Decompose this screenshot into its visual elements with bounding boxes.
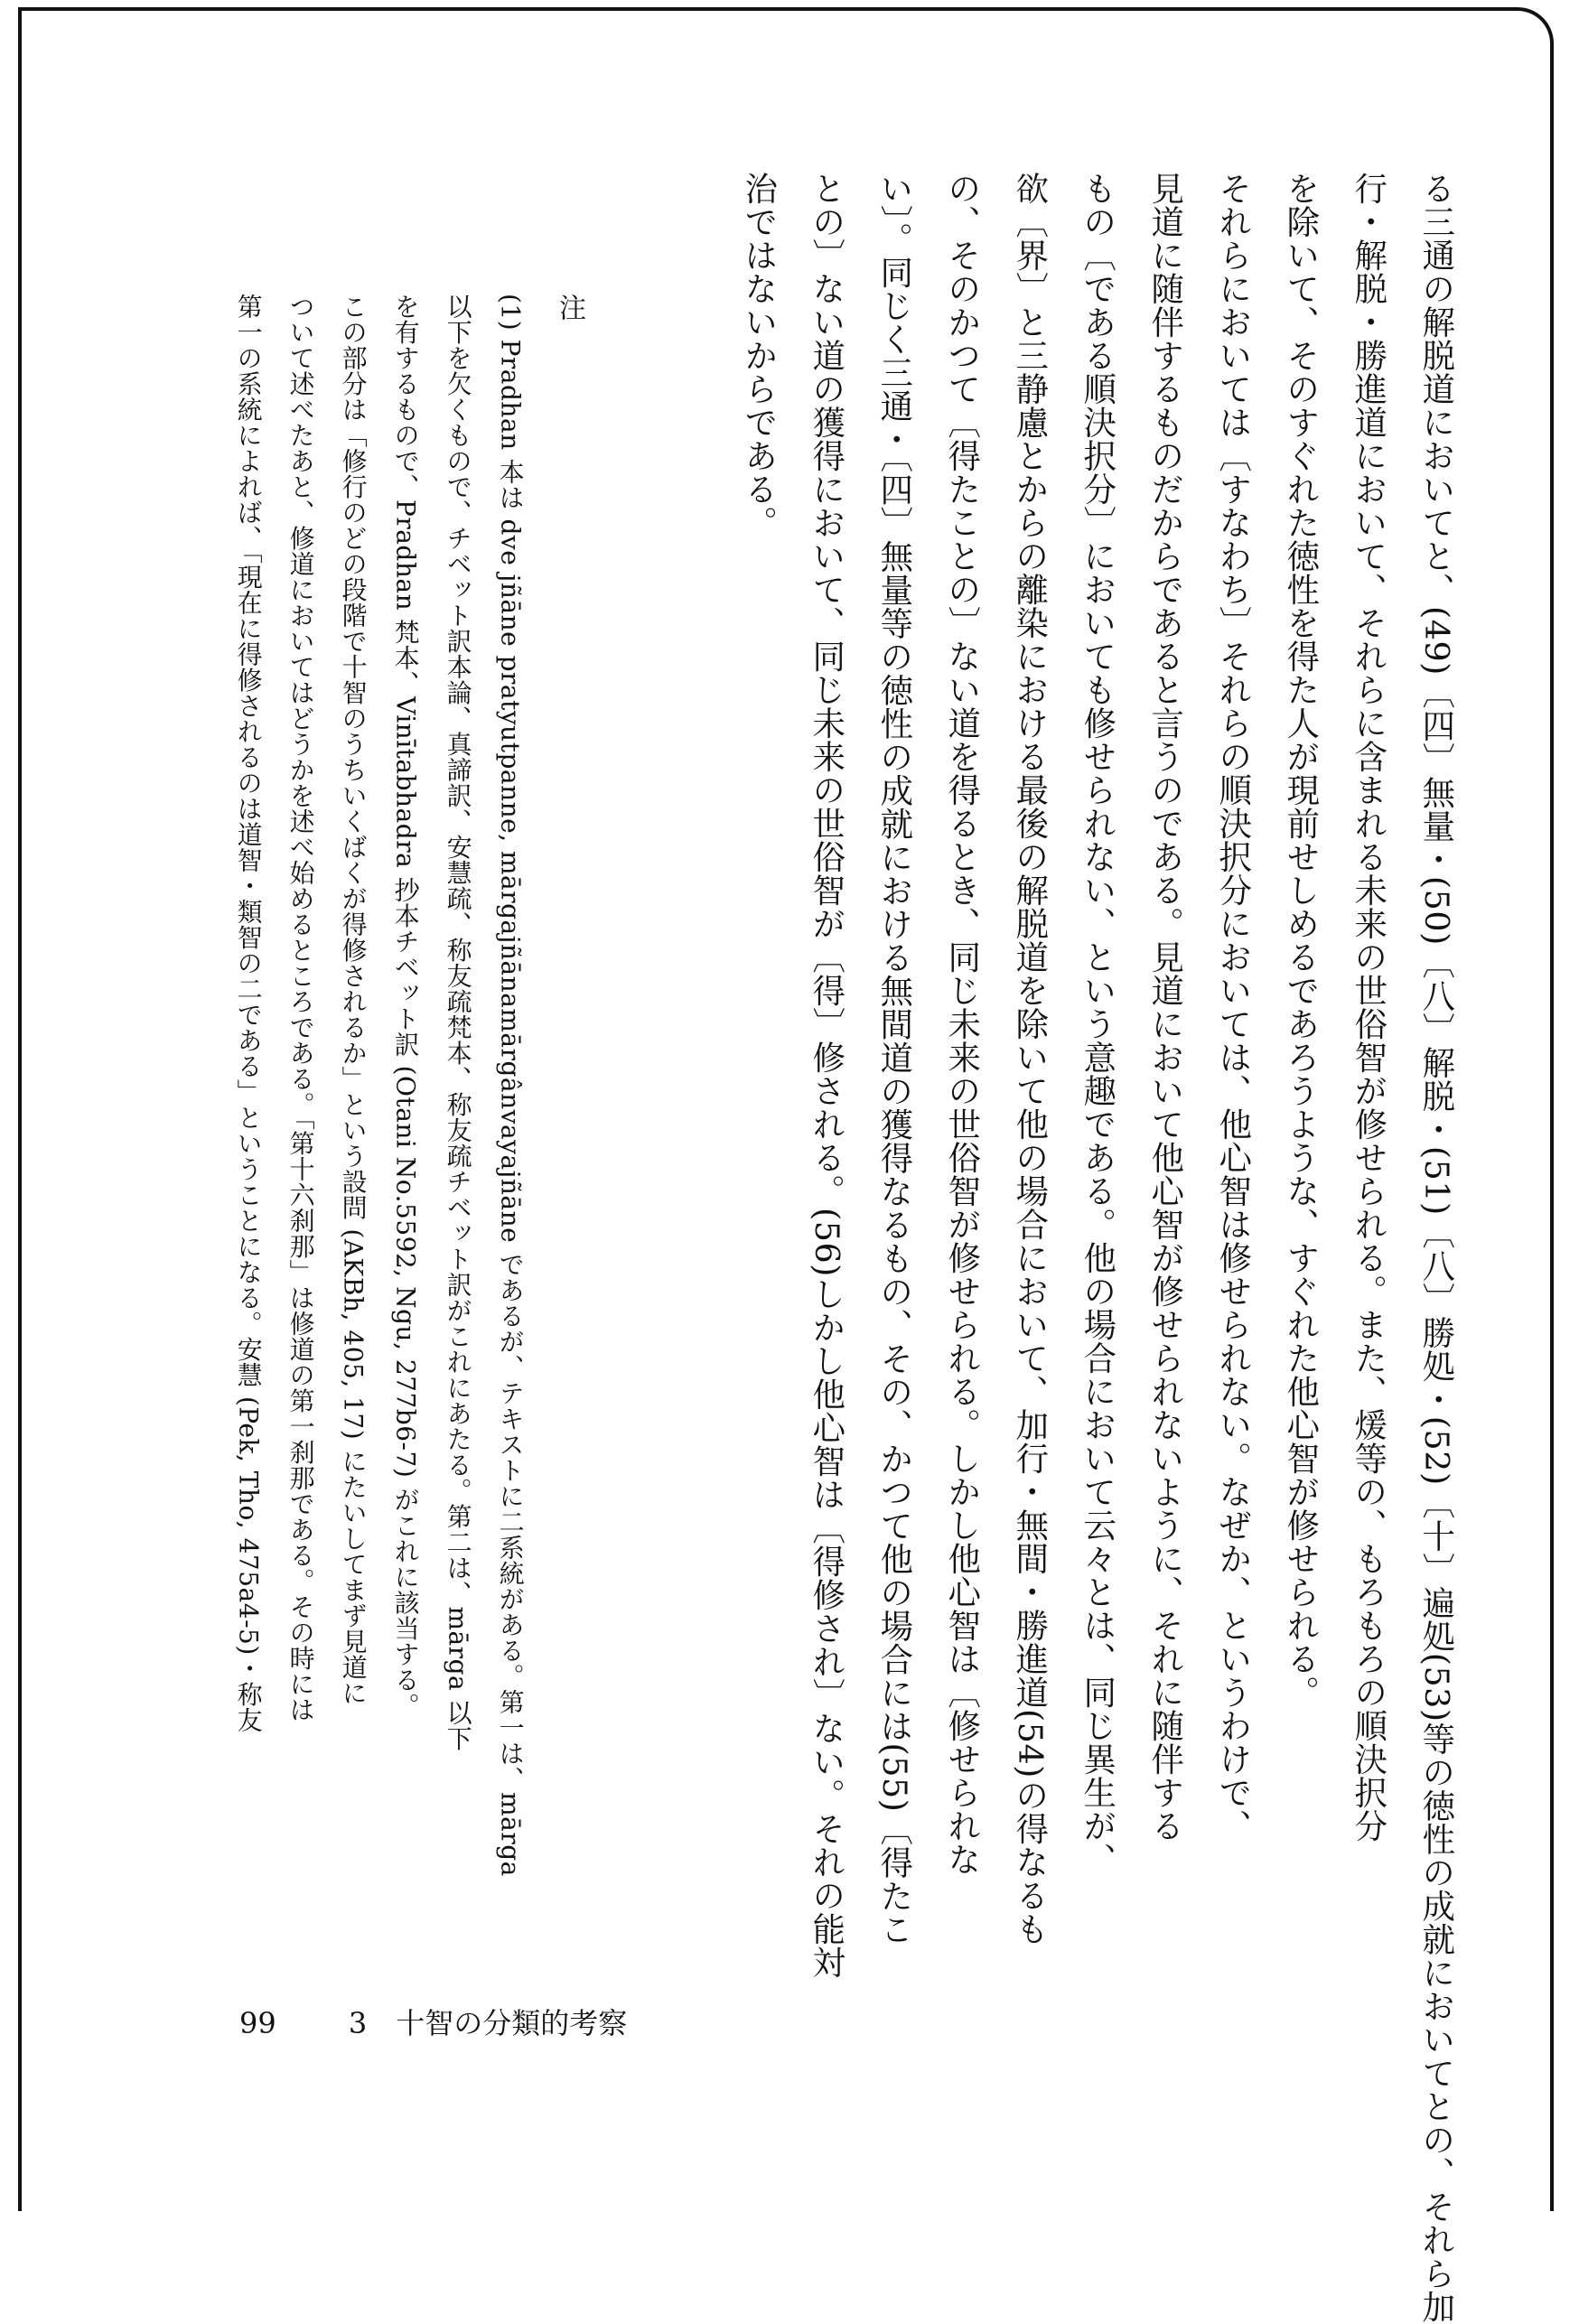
body-line-6: もの〔である順決択分〕においても修せられない、という意趣である。他の場合において云々とは、同じ異生が、 bbox=[1078, 172, 1117, 1876]
body-line-9: い〕。同じく三通・〔四〕無量等の徳性の成就における無間道の獲得なるもの、その、かつて他の場合には(55)〔得たこ bbox=[874, 172, 914, 1946]
body-line-10: との〕ない道の獲得において、同じ未来の世俗智が〔得〕修される。(56)しかし他心智は〔得修され〕ない。それの能対 bbox=[807, 172, 846, 1979]
page-number: 99 bbox=[239, 2006, 276, 2040]
note-line-3: を有するもので、Pradhan 梵本、Vinītabhadra 抄本チベット訳 (Otani No.5592, Ngu, 277b6-7) がこれに該当する。 bbox=[390, 294, 421, 1719]
body-line-7: 欲〔界〕と三静慮とからの離染における最後の解脱道を除いて他の場合において、加行・無間・勝進道(54)の得なるも bbox=[1010, 172, 1050, 1946]
body-line-4: それらにおいては〔すなわち〕それらの順決択分においては、他心智は修せられない。なぜか、というわけで、 bbox=[1213, 172, 1253, 1843]
note-line-5: ついて述べたあと、修道においてはどうかを述べ始めるところである。「第十六刹那」は修道の第一刹那である。その時には bbox=[285, 294, 316, 1722]
note-line-2: 以下を欠くもので、チベット訳本論、真諦訳、安慧疏、称友疏梵本、称友疏チベット訳がこれにあたる。第二は、mārga 以下 bbox=[443, 294, 473, 1751]
body-line-5: 見道に随伴するものだからであると言うのである。見道において他心智が修せられないように、それに随伴する bbox=[1145, 172, 1185, 1843]
note-line-4: この部分は「修行のどの段階で十智のうちいくばくが得修されるか」という設問 (AKBh, 405, 17) にたいしてまず見道に bbox=[338, 294, 369, 1706]
note-line-6: 第一の系統によれば、「現在に得修されるのは道智・類智の二である」ということになる。安慧 (Pek, Tho, 475a4-5)・称友 bbox=[233, 294, 264, 1733]
notes-heading: 注 bbox=[554, 294, 585, 321]
chapter-title: 3 十智の分類的考察 bbox=[348, 2006, 628, 2040]
body-line-11: 治ではないからである。 bbox=[739, 172, 779, 539]
body-line-8: の、そのかつて〔得たことの〕ない道を得るとき、同じ未来の世俗智が修せられる。しかし他心智は〔修せられな bbox=[942, 172, 982, 1876]
body-line-3: を除いて、そのすぐれた徳性を得た人が現前せしめるであろうような、すぐれた他心智が修せられる。 bbox=[1281, 172, 1321, 1709]
body-line-1: る三通の解脱道においてと、(49)〔四〕無量・(50)〔八〕解脱・(51)〔八〕勝処・(52)〔十〕遍処(53)等の徳性の成就においてとの、それら加 bbox=[1416, 172, 1456, 2324]
page-footer bbox=[239, 2001, 627, 2042]
note-line-1: (1) Pradhan 本は dve jñāne pratyutpanne, mārgajñānamārgânvayajñāne であるが、テキストに二系統がある。第一は、mārga bbox=[495, 294, 526, 1877]
body-line-2: 行・解脱・勝進道において、それらに含まれる未来の世俗智が修せられる。また、煖等の、もろもろの順決択分 bbox=[1349, 172, 1388, 1843]
